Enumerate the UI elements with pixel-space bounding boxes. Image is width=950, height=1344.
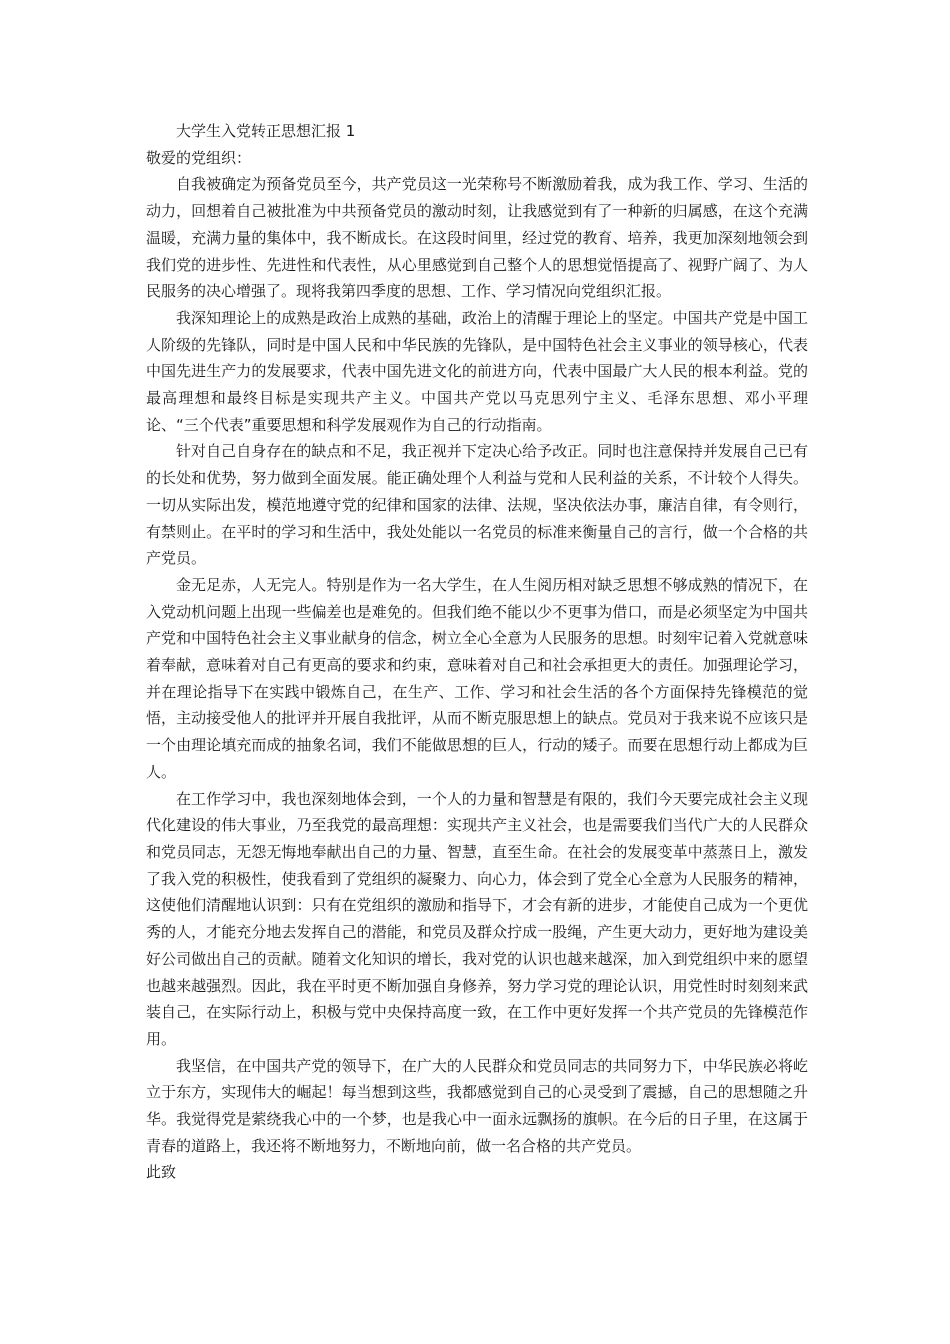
paragraph-1: 自我被确定为预备党员至今，共产党员这一光荣称号不断激励着我，成为我工作、学习、生活的动力，回想着自己被批准为中共预备党员的激动时刻，让我感觉到有了一种新的归属感，在这个充满温暖，充满力量的集体中，我不断成长。在这段时间里，经过党的教育、培养，我更加深刻地领会到我们党的进步性、先进性和代表性，从心里感觉到自己整个人的思想觉悟提高了、视野广阔了、为人民服务的决心增强了。现将我第四季度的思想、工作、学习情况向党组织汇报。 bbox=[146, 175, 808, 301]
closing: 此致 bbox=[146, 1163, 177, 1182]
paragraph-2: 我深知理论上的成熟是政治上成熟的基础，政治上的清醒于理论上的坚定。中国共产党是中国工人阶级的先锋队，同时是中国人民和中华民族的先锋队，是中国特色社会主义事业的领导核心，代表中国先进生产力的发展要求，代表中国先进文化的前进方向，代表中国最广大人民的根本利益。党的最高理想和最终目标是实现共产主义。中国共产党以马克思列宁主义、毛泽东思想、邓小平理论、“三个代表”重要思想和科学发展观作为自己的行动指南。 bbox=[146, 308, 808, 434]
paragraph-3: 针对自己自身存在的缺点和不足，我正视并下定决心给予改正。同时也注意保持并发展自己已有的长处和优势，努力做到全面发展。能正确处理个人利益与党和人民利益的关系，不计较个人得失。一切从实际出发，模范地遵守党的纪律和国家的法律、法规，坚决依法办事，廉洁自律，有令则行，有禁则止。在平时的学习和生活中，我处处能以一名党员的标准来衡量自己的言行，做一个合格的共产党员。 bbox=[146, 442, 808, 568]
document-title: 大学生入党转正思想汇报 1 bbox=[176, 122, 356, 140]
paragraph-6: 我坚信，在中国共产党的领导下，在广大的人民群众和党员同志的共同努力下，中华民族必将屹立于东方，实现伟大的崛起！每当想到这些，我都感觉到自己的心灵受到了震撼，自己的思想随之升华。我觉得党是萦绕我心中的一个梦，也是我心中一面永远飘扬的旗帜。在今后的日子里，在这属于青春的道路上，我还将不断地努力，不断地向前，做一名合格的共产党员。 bbox=[146, 1056, 808, 1155]
paragraph-5: 在工作学习中，我也深刻地体会到，一个人的力量和智慧是有限的，我们今天要完成社会主义现代化建设的伟大事业，乃至我党的最高理想：实现共产主义社会，也是需要我们当代广大的人民群众和党员同志，无怨无悔地奉献出自己的力量、智慧，直至生命。在社会的发展变革中蒸蒸日上，激发了我入党的积极性，使我看到了党组织的凝聚力、向心力，体会到了党全心全意为人民服务的精神，这使他们清醒地认识到：只有在党组织的激励和指导下，才会有新的进步，才能使自己成为一个更优秀的人，才能充分地去发挥自己的潜能，和党员及群众拧成一股绳，产生更大动力，更好地为建设美好公司做出自己的贡献。随着文化知识的增长，我对党的认识也越来越深，加入到党组织中来的愿望也越来越强烈。因此，我在平时更不断加强自身修养，努力学习党的理论认识，用党性时时刻刻来武装自己，在实际行动上，积极与党中央保持高度一致，在工作中更好发挥一个共产党员的先锋模范作用。 bbox=[146, 789, 808, 1048]
paragraph-4: 金无足赤，人无完人。特别是作为一名大学生，在人生阅历相对缺乏思想不够成熟的情况下，在入党动机问题上出现一些偏差也是难免的。但我们绝不能以少不更事为借口，而是必须坚定为中国共产党和中国特色社会主义事业献身的信念，树立全心全意为人民服务的思想。时刻牢记着入党就意味着奉献，意味着对自己有更高的要求和约束，意味着对自己和社会承担更大的责任。加强理论学习，并在理论指导下在实践中锻炼自己，在生产、工作、学习和社会生活的各个方面保持先锋模范的觉悟，主动接受他人的批评并开展自我批评，从而不断克服思想上的缺点。党员对于我来说不应该只是一个由理论填充而成的抽象名词，我们不能做思想的巨人，行动的矮子。而要在思想行动上都成为巨人。 bbox=[146, 575, 808, 781]
document-body bbox=[146, 118, 808, 1186]
salutation: 敬爱的党组织： bbox=[146, 148, 252, 167]
